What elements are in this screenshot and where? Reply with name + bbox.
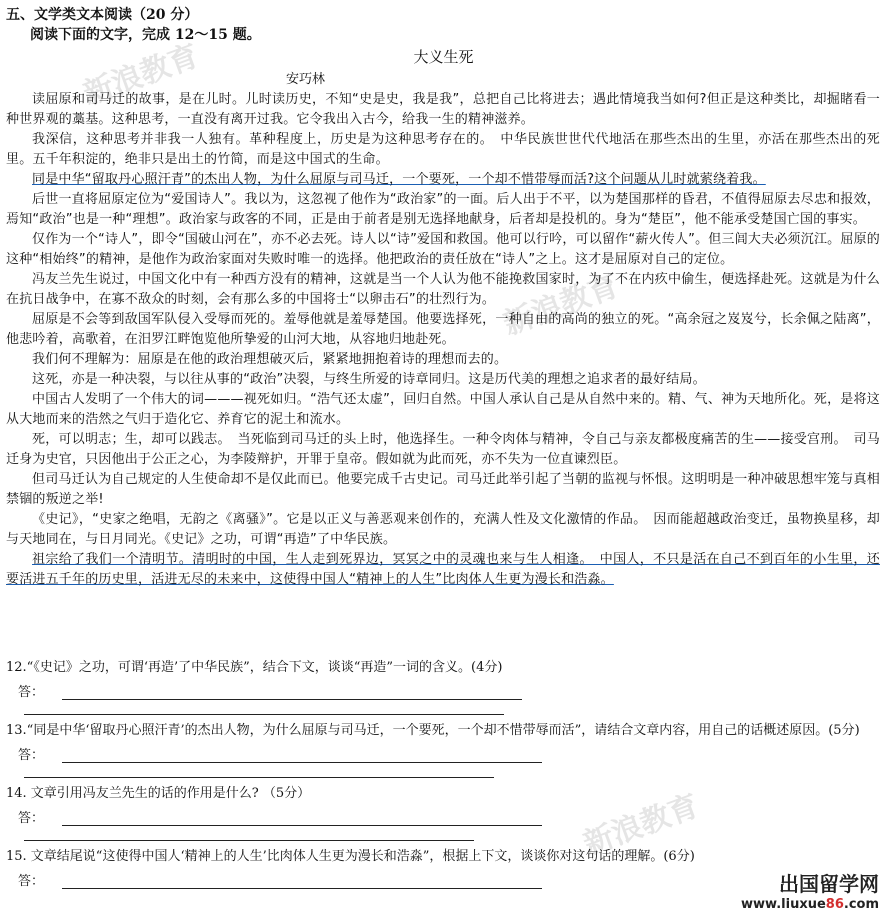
logo-title: 出国留学网 <box>779 872 879 896</box>
questions-section <box>6 658 880 889</box>
site-logo <box>741 868 879 912</box>
watermark-logo: 新浪教育 <box>498 268 624 343</box>
article-title: 大义生死 <box>413 48 474 66</box>
question-12 <box>6 658 880 715</box>
watermark-logo: 新浪教育 <box>78 38 204 113</box>
paragraph: 中国古人发明了一个伟大的词———视死如归。“浩气还太虚”，回归自然。中国人承认自己是从自然中来的。精、气、神为天地所化。死，是将这从大地而来的浩然之气归于造化它、养育它的泥土和流水。 <box>6 392 880 427</box>
answer-line[interactable] <box>62 748 542 763</box>
article-author: 安巧林 <box>286 72 326 87</box>
question-text: 13.“同是中华‘留取丹心照汗青’的杰出人物，为什么屈原与司马迁，一个要死，一个却不惜带辱而活”，请结合文章内容，用自己的话概述原因。(5分) <box>6 723 860 738</box>
question-14 <box>6 784 880 841</box>
paragraph: 死，可以明志；生，却可以践志。 当死临到司马迁的头上时，他选择生。一种令肉体与精神，令自己与亲友都极度痛苦的生——接受宫刑。 司马迁身为史官，只因他出于公正之心，为李陵辩护，开罪于皇帝。假如就为此而死，亦不失为一位直谏烈臣。 <box>6 432 880 467</box>
answer-label: 答： <box>18 748 45 763</box>
question-text: 15. 文章结尾说“这使得中国人‘精神上的人生’比肉体人生更为漫长和浩淼”，根据上下文，谈谈你对这句话的理解。(6分) <box>6 849 695 864</box>
paragraph: 这死，亦是一种决裂，与以往从事的“政治”决裂，与终生所爱的诗章同归。这是历代美的理想之追求者的最好结局。 <box>32 372 706 387</box>
paragraph-highlighted: 同是中华“留取丹心照汗青”的杰出人物，为什么屈原与司马迁，一个要死，一个却不惜带辱而活?这个问题从儿时就萦绕着我。 <box>32 172 766 187</box>
paragraph: 冯友兰先生说过，中国文化中有一种西方没有的精神，这就是当一个人认为他不能挽救国家时，为了不在内疚中偷生，便选择赴死。这就是为什么在抗日战争中，在寡不敌众的时刻，会有那么多的中国将士“以卵击石”的壮烈行为。 <box>6 272 880 307</box>
answer-line[interactable] <box>62 811 542 826</box>
article-body <box>6 90 880 590</box>
answer-label: 答： <box>18 874 45 889</box>
answer-label: 答： <box>18 811 45 826</box>
watermark-logo: 新浪教育 <box>578 788 704 863</box>
question-13 <box>6 721 880 778</box>
question-text: 14. 文章引用冯友兰先生的话的作用是什么? （5分） <box>6 786 311 801</box>
answer-line[interactable] <box>24 700 504 715</box>
paragraph: 我深信，这种思考并非我一人独有。革种程度上，历史是为这种思考存在的。 中华民族世世代代地活在那些杰出的生里，亦活在那些杰出的死里。五千年积淀的，绝非只是出土的竹简，而是这中国式的生命。 <box>6 132 880 167</box>
paragraph-highlighted: 祖宗给了我们一个清明节。清明时的中国，生人走到死界边，冥冥之中的灵魂也来与生人相逢。 中国人，不只是活在自己不到百年的小生里，还要活进五千年的历史里，活进无尽的未来中，这使得中国人“精神上的人生”比肉体人生更为漫长和浩淼。 <box>6 552 880 587</box>
paragraph: 后世一直将屈原定位为“爱国诗人”。我以为，这忽视了他作为“政治家”的一面。后人出于不平，以为楚国那样的昏君，不值得屈原去尽忠和报效，焉知“政治”也是一种“理想”。政治家与政客的不同，正是由于前者是别无选择地献身，后者却是投机的。身为“楚臣”，他不能承受楚国亡国的事实。 <box>6 192 880 227</box>
answer-line[interactable] <box>62 685 522 700</box>
answer-line[interactable] <box>24 826 474 841</box>
section-title: 五、文学类文本阅读（20 分） <box>6 7 199 23</box>
answer-line[interactable] <box>24 763 494 778</box>
answer-label: 答： <box>18 685 45 700</box>
paragraph: 《史记》，“史家之绝唱，无韵之《离骚》”。它是以正义与善恶观来创作的，充满人性及文化激情的作品。 因而能超越政治变迁，虽物换星移，却与天地同在，与日月同光。《史记》之功，可谓“再造”了中华民族。 <box>6 512 880 547</box>
reading-instruction: 阅读下面的文字，完成 12～15 题。 <box>30 27 261 43</box>
paragraph: 我们何不理解为：屈原是在他的政治理想破灭后，紧紧地拥抱着诗的理想而去的。 <box>32 352 508 367</box>
answer-line[interactable] <box>62 874 542 889</box>
paragraph: 仅作为一个“诗人”，即令“国破山河在”，亦不必去死。诗人以“诗”爱国和救国。他可以行吟，可以留作“薪火传人”。但三闾大夫必须沉江。屈原的这种“相始终”的精神，是他作为政治家面对失败时唯一的选择。他把政治的责任放在“诗人”之上。这才是屈原对自己的定位。 <box>6 232 880 267</box>
paragraph: 屈原是不会等到敌国军队侵入受辱而死的。羞辱他就是羞辱楚国。他要选择死，一种自由的高尚的独立的死。“高余冠之岌岌兮，长余佩之陆离”，他悲吟着，高歌着，在汨罗江畔饱览他所挚爱的山河大地，从容地归地赴死。 <box>6 312 880 347</box>
question-text: 12.“《史记》之功，可谓‘再造’了中华民族”，结合下文，谈谈“再造”一词的含义。(4分) <box>6 660 503 675</box>
paragraph: 但司马迁认为自己规定的人生使命却不是仅此而已。他要完成千古史记。司马迁此举引起了当朝的监视与怀恨。这明明是一种冲破思想牢笼与真相禁锢的叛逆之举! <box>6 472 880 507</box>
logo-url: www.liuxue86.com <box>741 897 879 912</box>
paragraph: 读屈原和司马迁的故事，是在儿时。儿时读历史，不知“史是史，我是我”，总把自己比将进去；遇此情境我当如何?但正是这种类比，却掘睹看一种世界观的藁基。这种思考，一直没有离开过我。它令我出入古今，给我一生的精神滋养。 <box>6 92 880 127</box>
